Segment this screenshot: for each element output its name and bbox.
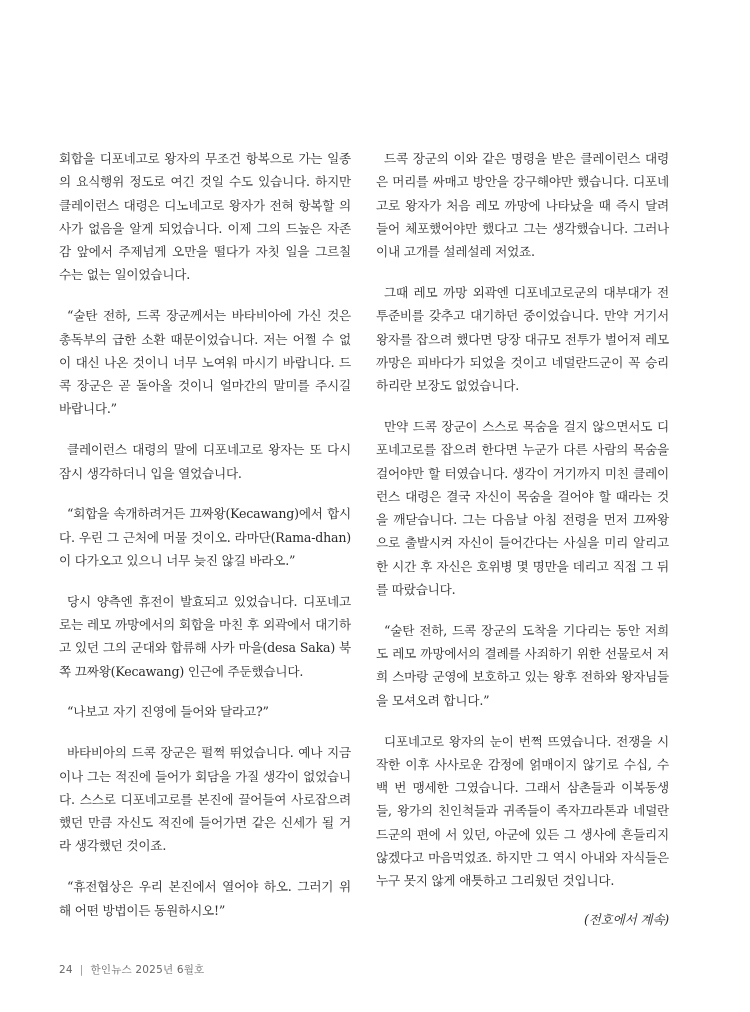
paragraph: 만약 드콕 장군이 스스로 목숨을 걸지 않으면서도 디포네고로를 잡으려 한다면 누군가 다른 사람의 목숨을 걸어야만 할 터였습니다. 생각이 거기까지 미친 클레이런스 대령은 결국 자신이 목숨을 걸어야 할 때라는 것을 깨닫습니다. 그는 다음날 아침 전령을 먼저 끄짜왕으로 출발시켜 자신이 들어간다는 사실을 미리 알리고 한 시간 후 자신은 호위병 몇 명만을 데리고 직접 그 뒤를 따랐습니다. bbox=[376, 418, 669, 598]
continued-note: (전호에서 계속) bbox=[583, 912, 669, 928]
paragraph: “회합을 속개하려거든 끄짜왕(Kecawang)에서 합시다. 우린 그 근처에 머물 것이오. 라마단(Rama-dhan)이 다가오고 있으니 너무 늦진 않길 바라오.” bbox=[59, 506, 351, 568]
publication-name: 한인뉴스 2025년 6월호 bbox=[90, 964, 205, 976]
paragraph: “휴전협상은 우리 본진에서 열어야 하오. 그러기 위해 어떤 방법이든 동원하시오!” bbox=[59, 879, 351, 918]
paragraph: “술탄 전하, 드콕 장군께서는 바타비아에 가신 것은 총독부의 급한 소환 때문이었습니다. 저는 어쩔 수 없이 대신 나온 것이니 너무 노여워 마시기 바랍니다. 드콕 장군은 곧 돌아올 것이니 얼마간의 말미를 주시길 바랍니다.” bbox=[59, 308, 351, 417]
left-column bbox=[59, 147, 351, 939]
paragraph: “술탄 전하, 드콕 장군의 도착을 기다리는 동안 저희도 레모 까망에서의 결례를 사죄하기 위한 선물로서 저희 스마랑 군영에 보호하고 있는 왕후 전하와 왕자님들을 모셔오려 합니다.” bbox=[376, 622, 669, 708]
paragraph: 바타비아의 드콕 장군은 펄쩍 뛰었습니다. 예나 지금이나 그는 적진에 들어가 회담을 가질 생각이 없었습니다. 스스로 디포네고로를 본진에 끌어들여 사로잡으려 했던 만큼 자신도 적진에 들어가면 같은 신세가 될 거라 생각했던 것이죠. bbox=[59, 745, 351, 854]
paragraph: “나보고 자기 진영에 들어와 달라고?” bbox=[67, 704, 269, 720]
paragraph: 드콕 장군의 이와 같은 명령을 받은 클레이런스 대령은 머리를 싸매고 방안을 강구해야만 했습니다. 디포네고로 왕자가 처음 레모 까망에 나타났을 때 즉시 달려들어 체포했어야만 했다고 그는 생각했습니다. 그러나 이내 고개를 설레설레 저었죠. bbox=[376, 151, 669, 260]
footer-separator: | bbox=[79, 964, 84, 976]
page-footer bbox=[59, 962, 204, 977]
paragraph: 그때 레모 까망 외곽엔 디포네고로군의 대부대가 전투준비를 갖추고 대기하던 중이었습니다. 만약 거기서 왕자를 잡으려 했다면 당장 대규모 전투가 벌어져 레모 까망은 피바다가 되었을 것이고 네덜란드군이 꼭 승리하리란 보장도 없었습니다. bbox=[376, 284, 669, 394]
paragraph: 디포네고로 왕자의 눈이 번쩍 뜨였습니다. 전쟁을 시작한 이후 사사로운 감정에 얽매이지 않기로 수십, 수백 번 맹세한 그였습니다. 그래서 삼촌들과 이복동생들, 왕가의 친인척들과 귀족들이 족자끄라톤과 네덜란드군의 편에 서 있던, 아군에 있든 그 생사에 흔들리지 않겠다고 마음먹었죠. 하지만 그 역시 아내와 자식들은 누구 못지 않게 애틋하고 그리웠던 것입니다. bbox=[376, 733, 669, 889]
page-number: 24 bbox=[59, 964, 73, 976]
paragraph: 당시 양측엔 휴전이 발효되고 있었습니다. 디포네고로는 레모 까망에서의 회합을 마친 후 외곽에서 대기하고 있던 그의 군대와 합류해 사카 마을(desa Saka) 북쪽 끄짜왕(Kecawang) 인근에 주둔했습니다. bbox=[59, 593, 351, 679]
paragraph: 클레이런스 대령의 말에 디포네고로 왕자는 또 다시 잠시 생각하더니 입을 열었습니다. bbox=[59, 442, 351, 481]
paragraph: 회합을 디포네고로 왕자의 무조건 항복으로 가는 일종의 요식행위 정도로 여긴 것일 수도 있습니다. 하지만 클레이런스 대령은 디노네고로 왕자가 전혀 항복할 의사가 없음을 알게 되었습니다. 이제 그의 드높은 자존감 앞에서 주제넘게 오만을 떨다가 자칫 일을 그르칠 수는 없는 일이었습니다. bbox=[59, 151, 351, 283]
right-column bbox=[376, 147, 669, 949]
